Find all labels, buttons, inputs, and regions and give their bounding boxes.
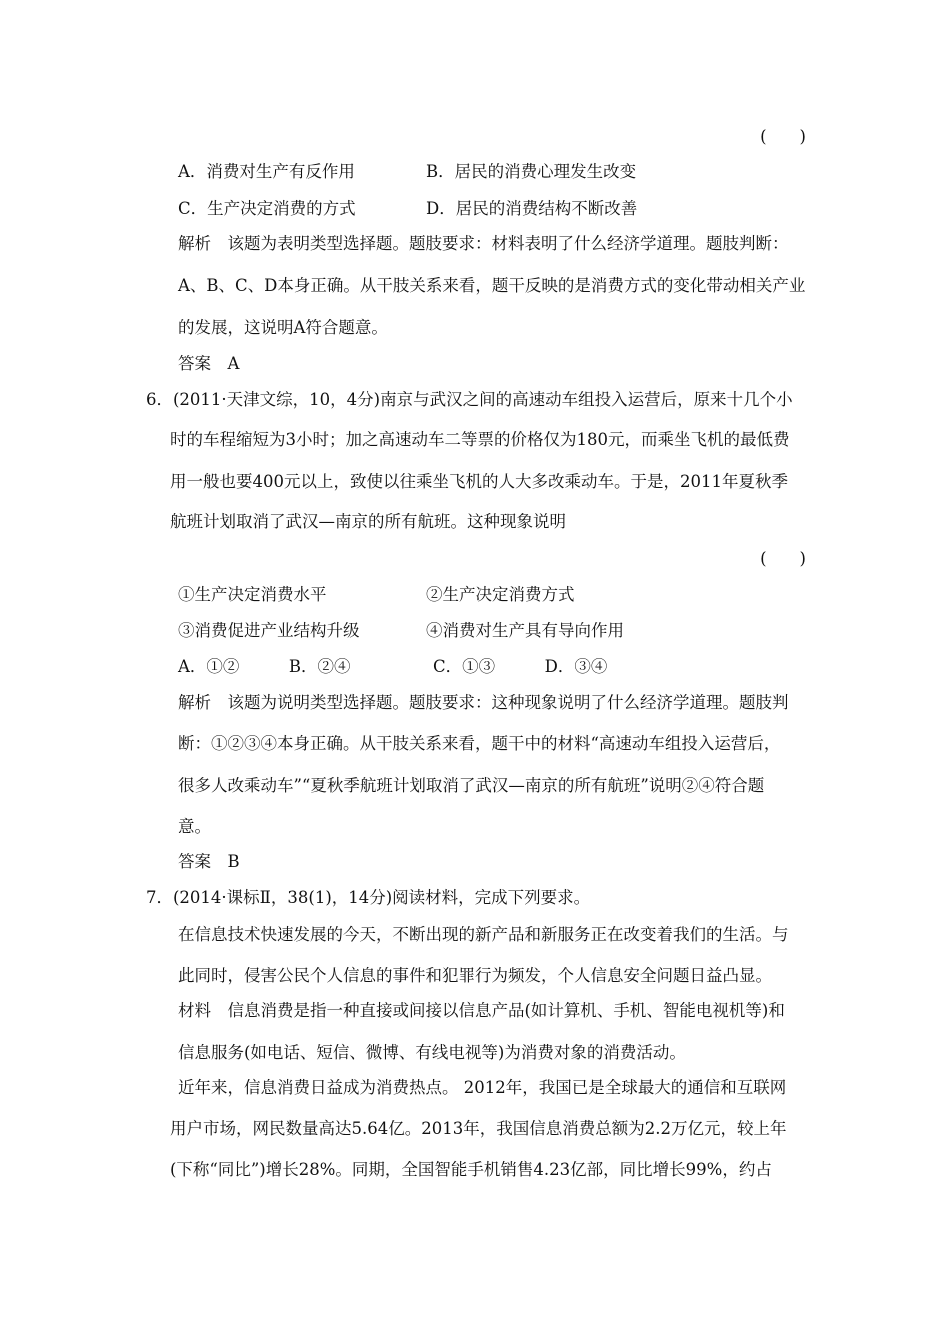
q7-material-line-1: 材料 信息消费是指一种直接或间接以信息产品(如计算机、手机、智能电视机等)和 <box>178 1001 785 1020</box>
q6-item-1: ①生产决定消费水平 <box>178 585 327 604</box>
q6-stem-line-4: 航班计划取消了武汉—南京的所有航班。这种现象说明 <box>170 512 566 531</box>
q5-answer: 答案 A <box>178 354 240 373</box>
q5-answer-bracket: ( ) <box>760 127 806 146</box>
q7-paragraph-1-line-2: 此同时，侵害公民个人信息的事件和犯罪行为频发，个人信息安全问题日益凸显。 <box>178 966 772 985</box>
q5-analysis-line-1: 解析 该题为表明类型选择题。题肢要求：材料表明了什么经济学道理。题肢判断： <box>178 234 789 253</box>
q7-paragraph-3-line-2: 用户市场，网民数量高达5.64亿。2013年，我国信息消费总额为2.2万亿元，较上年 <box>170 1119 787 1138</box>
q6-analysis-line-4: 意。 <box>178 817 211 836</box>
q6-items-row-1 <box>178 585 818 605</box>
q5-analysis-line-3: 的发展，这说明A符合题意。 <box>178 318 388 337</box>
q5-option-b: B．居民的消费心理发生改变 <box>426 162 637 181</box>
q6-answer-bracket: ( ) <box>760 549 806 568</box>
q5-option-c: C．生产决定消费的方式 <box>178 199 356 218</box>
q6-item-2: ②生产决定消费方式 <box>426 585 575 604</box>
q7-stem: 7．(2014·课标Ⅱ，38(1)，14分)阅读材料，完成下列要求。 <box>146 888 591 907</box>
q7-paragraph-1-line-1: 在信息技术快速发展的今天，不断出现的新产品和新服务正在改变着我们的生活。与 <box>178 925 789 944</box>
q6-analysis-line-3: 很多人改乘动车”“夏秋季航班计划取消了武汉—南京的所有航班”说明②④符合题 <box>178 776 765 795</box>
q5-option-a: A．消费对生产有反作用 <box>178 162 355 181</box>
q6-stem-line-3: 用一般也要400元以上，致使以往乘坐飞机的人大多改乘动车。于是，2011年夏秋季 <box>170 472 788 491</box>
q5-options-row-1 <box>178 162 818 182</box>
q7-material-line-2: 信息服务(如电话、短信、微博、有线电视等)为消费对象的消费活动。 <box>178 1043 686 1062</box>
q6-item-3: ③消费促进产业结构升级 <box>178 621 360 640</box>
q7-paragraph-3-line-3: (下称“同比”)增长28%。同期，全国智能手机销售4.23亿部，同比增长99%，约占 <box>170 1160 772 1179</box>
q5-option-d: D．居民的消费结构不断改善 <box>426 199 638 218</box>
q5-analysis-line-2: A、B、C、D本身正确。从干肢关系来看，题干反映的是消费方式的变化带动相关产业 <box>178 276 806 295</box>
q6-analysis-line-1: 解析 该题为说明类型选择题。题肢要求：这种现象说明了什么经济学道理。题肢判 <box>178 693 789 712</box>
q6-analysis-line-2: 断：①②③④本身正确。从干肢关系来看，题干中的材料“高速动车组投入运营后， <box>178 734 781 753</box>
q6-choices: A．①② B．②④ C．①③ D．③④ <box>178 657 608 676</box>
q5-options-row-2 <box>178 199 818 219</box>
q6-stem-line-2: 时的车程缩短为3小时；加之高速动车二等票的价格仅为180元，而乘坐飞机的最低费 <box>170 430 790 449</box>
q6-items-row-2 <box>178 621 818 641</box>
q6-stem-line-1: 6．(2011·天津文综，10，4分)南京与武汉之间的高速动车组投入运营后，原来十几个小 <box>146 390 793 409</box>
q7-paragraph-3-line-1: 近年来，信息消费日益成为消费热点。 2012年，我国已是全球最大的通信和互联网 <box>178 1078 787 1097</box>
q6-answer: 答案 B <box>178 852 240 871</box>
q6-item-4: ④消费对生产具有导向作用 <box>426 621 624 640</box>
